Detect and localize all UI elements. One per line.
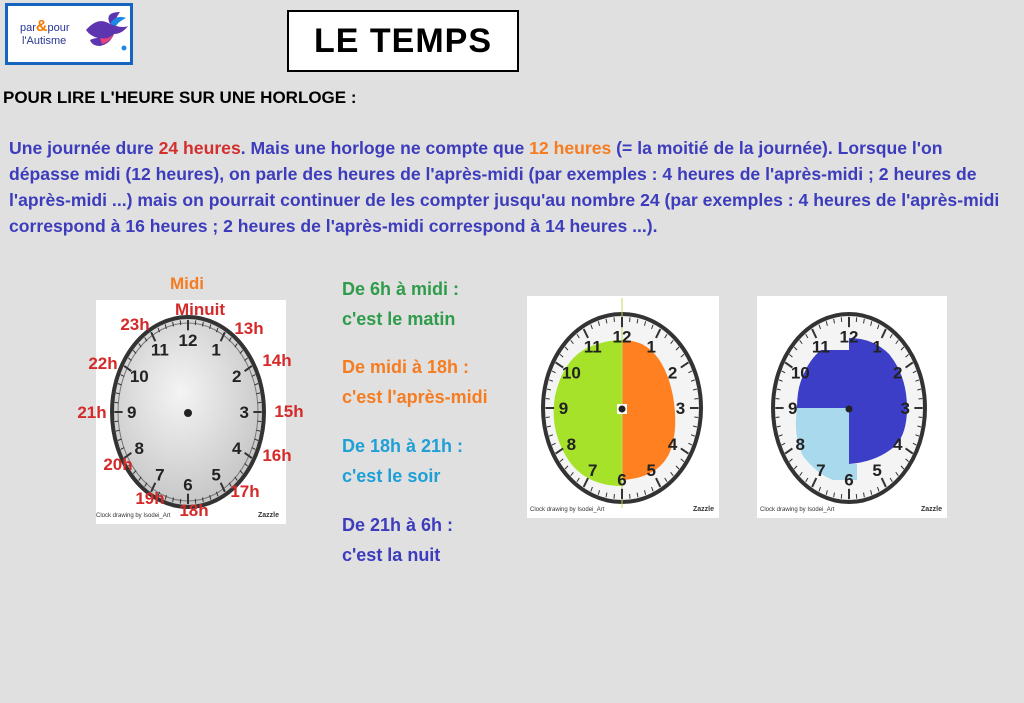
clock-number: 8 bbox=[795, 434, 806, 454]
clock-number: 10 bbox=[561, 363, 581, 383]
zazzle-brand: Zazzle bbox=[258, 512, 280, 519]
clock-number: 1 bbox=[872, 337, 882, 357]
intro-paragraph bbox=[9, 135, 1014, 239]
label-14h: 14h bbox=[262, 351, 292, 370]
clock-face-3 bbox=[757, 296, 947, 518]
clock-night bbox=[757, 296, 947, 518]
logo bbox=[5, 3, 133, 65]
logo-text-line1 bbox=[20, 18, 70, 36]
logo-amp: & bbox=[35, 18, 48, 35]
period-nuit-label: c'est la nuit bbox=[342, 545, 441, 565]
period-apres-midi bbox=[342, 352, 488, 412]
clock-number: 6 bbox=[183, 475, 193, 495]
clock-number: 1 bbox=[211, 340, 221, 360]
period-matin bbox=[342, 274, 459, 334]
page-title: LE TEMPS bbox=[287, 10, 519, 72]
clock-number: 5 bbox=[211, 465, 221, 485]
para-part-3: (= la moitié de la journée). Lorsque l'on dépasse midi (12 heures), on parle des heures de l'après-midi (par exemples : 4 heures de l'après-midi ; 2 heures de l'après-midi ...) mais on pourrait continuer de les compter jusqu'au nombre 24 (par exemples : 4 heures de l'après-midi correspond à 16 heures ; 2 heures de l'après-midi correspond à 14 heures ...). bbox=[9, 138, 1000, 236]
clock-number: 9 bbox=[127, 403, 137, 423]
clock-number: 12 bbox=[612, 327, 632, 347]
clock-number: 2 bbox=[231, 367, 242, 387]
clock-number: 2 bbox=[667, 363, 678, 383]
clock-credit-2: Clock drawing by Isodei_Art bbox=[530, 507, 605, 513]
clock-number: 10 bbox=[790, 363, 810, 383]
hummingbird-icon bbox=[80, 10, 130, 58]
label-21h: 21h bbox=[77, 403, 107, 422]
logo-text-line2: l'Autisme bbox=[22, 35, 67, 47]
clock-face-2 bbox=[527, 296, 719, 518]
period-soir-range: De 18h à 21h : bbox=[342, 436, 464, 456]
para-part-2: . Mais une horloge ne compte que bbox=[240, 138, 530, 158]
period-am-label: c'est l'après-midi bbox=[342, 387, 488, 407]
label-19h: 19h bbox=[135, 489, 165, 508]
clock-number: 11 bbox=[811, 337, 830, 357]
clock-number: 5 bbox=[646, 460, 656, 480]
period-soir bbox=[342, 431, 463, 491]
label-minuit: Minuit bbox=[174, 300, 226, 319]
period-nuit bbox=[342, 510, 453, 570]
label-23h: 23h bbox=[120, 315, 150, 334]
clock-number: 2 bbox=[892, 363, 903, 383]
period-matin-label: c'est le matin bbox=[342, 309, 456, 329]
clock-credit: Clock drawing by Isodei_Art bbox=[96, 513, 171, 519]
clock-number: 8 bbox=[566, 434, 577, 454]
label-15h: 15h bbox=[274, 402, 304, 421]
label-16h: 16h bbox=[262, 446, 292, 465]
clock-number: 4 bbox=[231, 439, 242, 459]
logo-pour: pour bbox=[47, 22, 70, 34]
clock-number: 11 bbox=[150, 340, 169, 360]
label-17h: 17h bbox=[230, 482, 260, 501]
period-nuit-range: De 21h à 6h : bbox=[342, 515, 454, 535]
clock-day bbox=[527, 296, 719, 518]
para-12-heures: 12 heures bbox=[529, 138, 612, 158]
clock-number: 7 bbox=[816, 460, 826, 480]
label-20h: 20h bbox=[103, 455, 133, 474]
clock-credit-3: Clock drawing by Isodei_Art bbox=[760, 507, 835, 513]
label-midi: Midi bbox=[170, 274, 204, 293]
clock-number: 7 bbox=[588, 460, 598, 480]
clock-number: 6 bbox=[844, 470, 854, 490]
clock-number: 10 bbox=[129, 367, 149, 387]
clock-number: 9 bbox=[558, 399, 569, 419]
clock-number: 3 bbox=[239, 403, 249, 423]
zazzle-brand-3: Zazzle bbox=[921, 506, 943, 513]
subtitle: POUR LIRE L'HEURE SUR UNE HORLOGE : bbox=[3, 88, 357, 107]
clock-number: 6 bbox=[617, 470, 627, 490]
clock-number: 5 bbox=[872, 460, 882, 480]
clock-number: 12 bbox=[178, 330, 198, 350]
clock-number: 4 bbox=[667, 434, 678, 454]
clock-number: 8 bbox=[134, 439, 145, 459]
period-matin-range: De 6h à midi : bbox=[342, 279, 460, 299]
period-am-range: De midi à 18h : bbox=[342, 357, 470, 377]
clock-number: 7 bbox=[155, 465, 165, 485]
clock-number: 3 bbox=[675, 399, 686, 419]
para-24-heures: 24 heures bbox=[158, 138, 241, 158]
logo-par: par bbox=[20, 22, 36, 34]
label-18h: 18h bbox=[179, 501, 209, 520]
clock-number: 1 bbox=[646, 337, 656, 357]
period-soir-label: c'est le soir bbox=[342, 466, 441, 486]
para-part-1: Une journée dure bbox=[9, 138, 159, 158]
label-22h: 22h bbox=[88, 354, 118, 373]
clock-number: 11 bbox=[583, 337, 602, 357]
clock-number: 9 bbox=[788, 399, 798, 419]
label-13h: 13h bbox=[234, 319, 264, 338]
clock-number: 3 bbox=[900, 399, 910, 419]
zazzle-brand-2: Zazzle bbox=[693, 506, 715, 513]
clock-number: 4 bbox=[892, 434, 903, 454]
clock-number: 12 bbox=[839, 327, 859, 347]
